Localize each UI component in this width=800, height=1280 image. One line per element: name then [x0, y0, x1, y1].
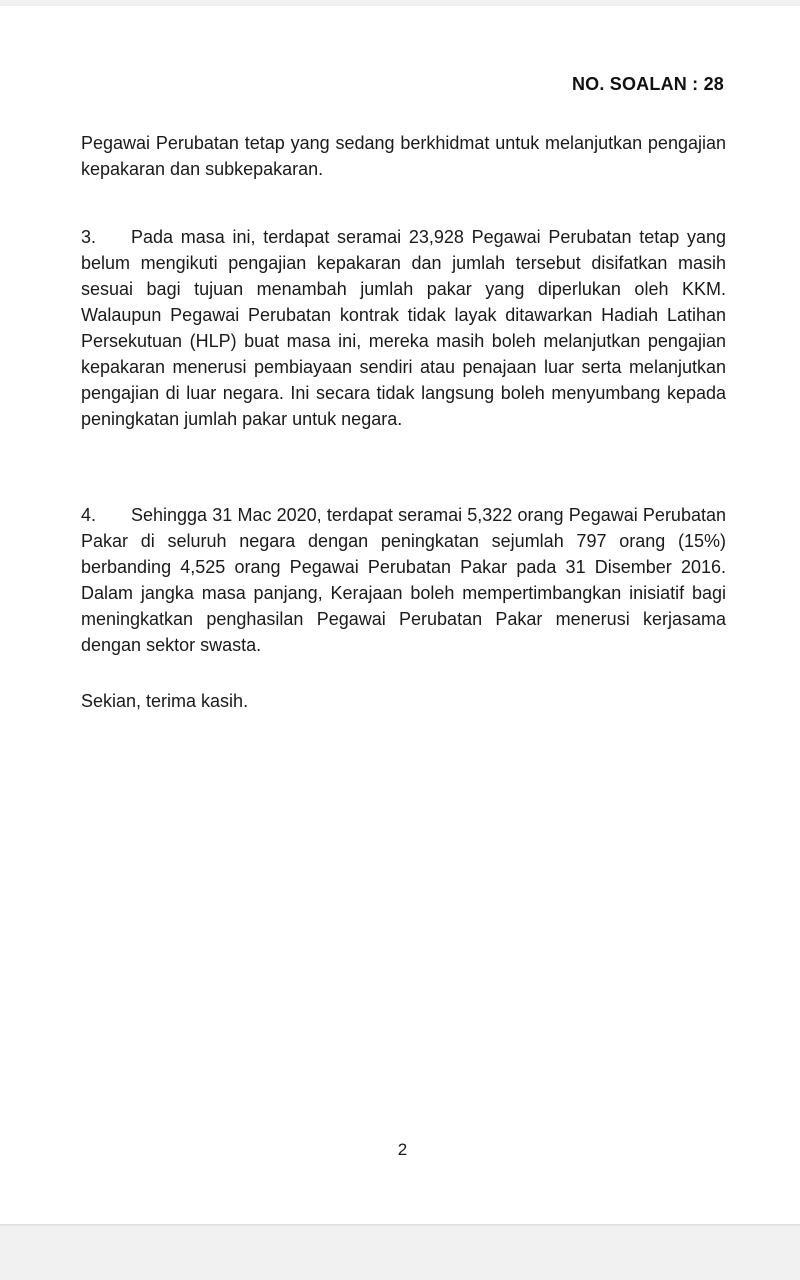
paragraph-number: 4. — [81, 505, 97, 525]
paragraph-text: Pada masa ini, terdapat seramai 23,928 Pegawai Perubatan tetap yang belum mengikuti pengajian kepakaran dan jumlah tersebut disifatkan masih sesuai bagi tujuan menambah jumlah pakar yang diperlukan oleh KKM. Walaupun Pegawai Perubatan kontrak tidak layak ditawarkan Hadiah Latihan Persekutuan (HLP) buat masa ini, mereka masih boleh melanjutkan pengajian kepakaran menerusi pembiayaan sendiri atau penajaan luar serta melanjutkan pengajian di luar negara. Ini secara tidak langsung boleh menyumbang kepada peningkatan jumlah pakar untuk negara. — [81, 227, 726, 429]
paragraph-number: 3. — [81, 227, 97, 247]
closing-line: Sekian, terima kasih. — [81, 691, 249, 711]
document-page — [0, 6, 800, 1224]
paragraph-4 — [81, 502, 726, 658]
paragraph-3 — [81, 224, 726, 432]
question-number-label: NO. SOALAN : 28 — [571, 74, 724, 94]
paragraph-intro: Pegawai Perubatan tetap yang sedang berkhidmat untuk melanjutkan pengajian kepakaran dan subkepakaran. — [81, 133, 726, 179]
page-number: 2 — [397, 1140, 408, 1159]
paragraph-text: Sehingga 31 Mac 2020, terdapat seramai 5,322 orang Pegawai Perubatan Pakar di seluruh negara dengan peningkatan sejumlah 797 orang (15%) berbanding 4,525 orang Pegawai Perubatan Pakar pada 31 Disember 2016. Dalam jangka masa panjang, Kerajaan boleh mempertimbangkan inisiatif bagi meningkatkan penghasilan Pegawai Perubatan Pakar menerusi kerjasama dengan sektor swasta. — [81, 505, 726, 655]
